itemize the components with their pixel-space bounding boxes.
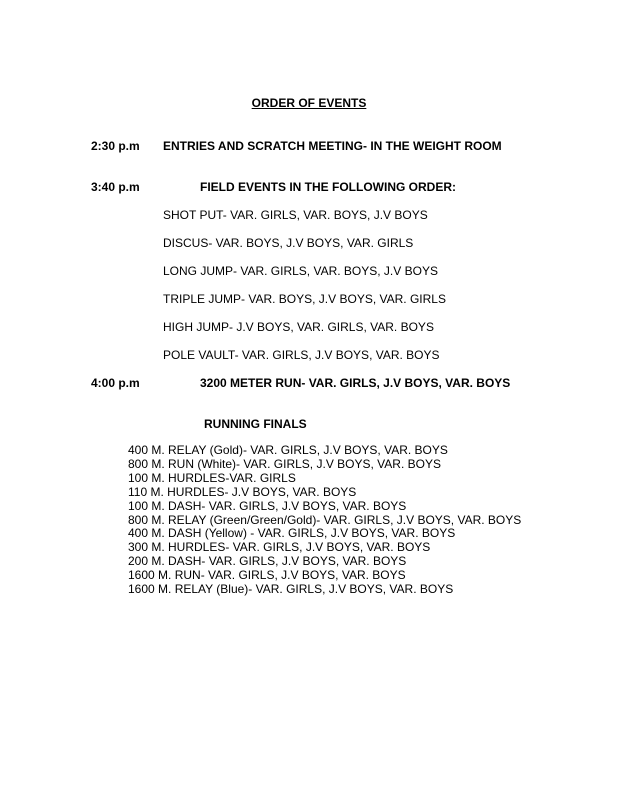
run-3200-text: 3200 METER RUN- VAR. GIRLS, J.V BOYS, VAR. BOYS	[200, 376, 511, 390]
meeting-time: 2:30 p.m	[91, 139, 140, 153]
field-event-discus: DISCUS- VAR. BOYS, J.V BOYS, VAR. GIRLS	[163, 236, 414, 250]
list-item: 800 M. RELAY (Green/Green/Gold)- VAR. GIRLS, J.V BOYS, VAR. BOYS	[128, 512, 522, 527]
list-item: 1600 M. RELAY (Blue)- VAR. GIRLS, J.V BOYS, VAR. BOYS	[128, 582, 454, 597]
list-item: 110 M. HURDLES- J.V BOYS, VAR. BOYS	[128, 484, 357, 499]
field-event-long-jump: LONG JUMP- VAR. GIRLS, VAR. BOYS, J.V BOYS	[163, 264, 438, 278]
running-finals-heading: RUNNING FINALS	[204, 417, 307, 431]
field-event-triple-jump: TRIPLE JUMP- VAR. BOYS, J.V BOYS, VAR. GIRLS	[163, 292, 446, 306]
list-item: 200 M. DASH- VAR. GIRLS, J.V BOYS, VAR. BOYS	[128, 554, 407, 569]
meeting-text: ENTRIES AND SCRATCH MEETING- IN THE WEIGHT ROOM	[163, 139, 502, 153]
field-event-pole-vault: POLE VAULT- VAR. GIRLS, J.V BOYS, VAR. BOYS	[163, 348, 440, 362]
list-item: 300 M. HURDLES- VAR. GIRLS, J.V BOYS, VAR. BOYS	[128, 540, 431, 555]
list-item: 400 M. DASH (Yellow) - VAR. GIRLS, J.V BOYS, VAR. BOYS	[128, 526, 456, 541]
list-item: 100 M. HURDLES-VAR. GIRLS	[128, 470, 296, 485]
running-finals-list	[128, 444, 521, 597]
field-event-high-jump: HIGH JUMP- J.V BOYS, VAR. GIRLS, VAR. BOYS	[163, 320, 434, 334]
list-item: 400 M. RELAY (Gold)- VAR. GIRLS, J.V BOYS, VAR. BOYS	[128, 443, 448, 457]
list-item: 100 M. DASH- VAR. GIRLS, J.V BOYS, VAR. BOYS	[128, 498, 407, 513]
field-event-shot-put: SHOT PUT- VAR. GIRLS, VAR. BOYS, J.V BOYS	[163, 208, 428, 222]
page-title: ORDER OF EVENTS	[251, 96, 367, 110]
list-item: 800 M. RUN (White)- VAR. GIRLS, J.V BOYS, VAR. BOYS	[128, 456, 441, 471]
field-events-heading: FIELD EVENTS IN THE FOLLOWING ORDER:	[200, 180, 456, 194]
field-events-time: 3:40 p.m	[91, 180, 140, 194]
list-item: 1600 M. RUN- VAR. GIRLS, J.V BOYS, VAR. BOYS	[128, 568, 406, 583]
run-3200-time: 4:00 p.m	[91, 376, 140, 390]
